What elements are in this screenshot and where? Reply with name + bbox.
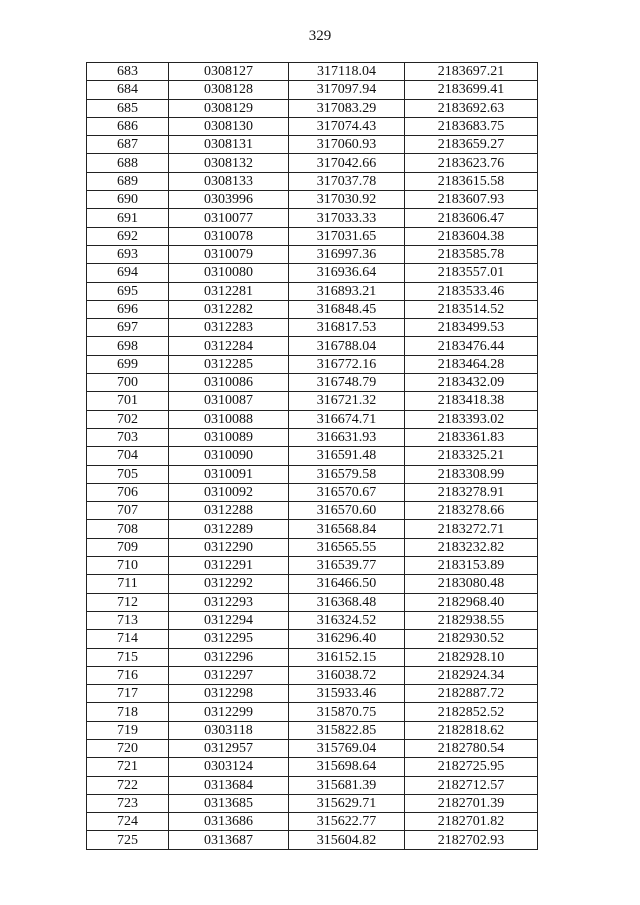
y-coordinate-cell: 2182702.93 xyxy=(405,831,538,849)
point-code-cell: 0312289 xyxy=(169,520,289,538)
table-row xyxy=(87,520,538,538)
x-coordinate-cell: 315822.85 xyxy=(289,721,405,739)
y-coordinate-cell: 2183615.58 xyxy=(405,172,538,190)
point-number-cell: 698 xyxy=(87,337,169,355)
point-number-cell: 724 xyxy=(87,813,169,831)
table-row xyxy=(87,319,538,337)
x-coordinate-cell: 316772.16 xyxy=(289,355,405,373)
x-coordinate-cell: 316997.36 xyxy=(289,245,405,263)
x-coordinate-cell: 315870.75 xyxy=(289,703,405,721)
table-row xyxy=(87,685,538,703)
point-number-cell: 723 xyxy=(87,794,169,812)
table-row xyxy=(87,538,538,556)
y-coordinate-cell: 2183692.63 xyxy=(405,99,538,117)
y-coordinate-cell: 2182938.55 xyxy=(405,611,538,629)
point-code-cell: 0312299 xyxy=(169,703,289,721)
y-coordinate-cell: 2183683.75 xyxy=(405,117,538,135)
y-coordinate-cell: 2182852.52 xyxy=(405,703,538,721)
y-coordinate-cell: 2183606.47 xyxy=(405,209,538,227)
table-row xyxy=(87,776,538,794)
point-code-cell: 0310089 xyxy=(169,428,289,446)
table-row xyxy=(87,117,538,135)
point-code-cell: 0313684 xyxy=(169,776,289,794)
point-code-cell: 0312284 xyxy=(169,337,289,355)
y-coordinate-cell: 2183604.38 xyxy=(405,227,538,245)
point-number-cell: 703 xyxy=(87,428,169,446)
x-coordinate-cell: 316152.15 xyxy=(289,648,405,666)
y-coordinate-cell: 2183585.78 xyxy=(405,245,538,263)
point-code-cell: 0303996 xyxy=(169,191,289,209)
table-row xyxy=(87,392,538,410)
x-coordinate-cell: 317031.65 xyxy=(289,227,405,245)
y-coordinate-cell: 2183393.02 xyxy=(405,410,538,428)
x-coordinate-cell: 316848.45 xyxy=(289,300,405,318)
x-coordinate-cell: 317037.78 xyxy=(289,172,405,190)
point-number-cell: 685 xyxy=(87,99,169,117)
x-coordinate-cell: 316539.77 xyxy=(289,557,405,575)
y-coordinate-cell: 2183499.53 xyxy=(405,319,538,337)
y-coordinate-cell: 2183308.99 xyxy=(405,465,538,483)
point-code-cell: 0313685 xyxy=(169,794,289,812)
table-row xyxy=(87,794,538,812)
table-row xyxy=(87,557,538,575)
table-row xyxy=(87,264,538,282)
y-coordinate-cell: 2183697.21 xyxy=(405,63,538,81)
point-number-cell: 686 xyxy=(87,117,169,135)
point-number-cell: 704 xyxy=(87,447,169,465)
point-number-cell: 708 xyxy=(87,520,169,538)
point-number-cell: 702 xyxy=(87,410,169,428)
x-coordinate-cell: 316296.40 xyxy=(289,630,405,648)
point-number-cell: 725 xyxy=(87,831,169,849)
point-code-cell: 0308128 xyxy=(169,81,289,99)
table-row xyxy=(87,739,538,757)
table-row xyxy=(87,483,538,501)
table-row xyxy=(87,593,538,611)
y-coordinate-cell: 2183659.27 xyxy=(405,136,538,154)
point-number-cell: 684 xyxy=(87,81,169,99)
point-code-cell: 0310077 xyxy=(169,209,289,227)
point-number-cell: 700 xyxy=(87,374,169,392)
x-coordinate-cell: 315622.77 xyxy=(289,813,405,831)
y-coordinate-cell: 2183361.83 xyxy=(405,428,538,446)
y-coordinate-cell: 2183557.01 xyxy=(405,264,538,282)
y-coordinate-cell: 2183514.52 xyxy=(405,300,538,318)
y-coordinate-cell: 2182928.10 xyxy=(405,648,538,666)
y-coordinate-cell: 2183607.93 xyxy=(405,191,538,209)
point-number-cell: 707 xyxy=(87,502,169,520)
point-number-cell: 709 xyxy=(87,538,169,556)
point-number-cell: 690 xyxy=(87,191,169,209)
point-code-cell: 0308131 xyxy=(169,136,289,154)
point-code-cell: 0303124 xyxy=(169,758,289,776)
table-row xyxy=(87,136,538,154)
point-code-cell: 0313686 xyxy=(169,813,289,831)
table-row xyxy=(87,630,538,648)
point-code-cell: 0303118 xyxy=(169,721,289,739)
table-row xyxy=(87,648,538,666)
x-coordinate-cell: 317118.04 xyxy=(289,63,405,81)
point-code-cell: 0312957 xyxy=(169,739,289,757)
point-code-cell: 0310088 xyxy=(169,410,289,428)
point-number-cell: 719 xyxy=(87,721,169,739)
table-row xyxy=(87,81,538,99)
y-coordinate-cell: 2182887.72 xyxy=(405,685,538,703)
x-coordinate-cell: 316038.72 xyxy=(289,666,405,684)
point-code-cell: 0312296 xyxy=(169,648,289,666)
y-coordinate-cell: 2183699.41 xyxy=(405,81,538,99)
table-row xyxy=(87,191,538,209)
x-coordinate-cell: 315933.46 xyxy=(289,685,405,703)
table-row xyxy=(87,666,538,684)
table-row xyxy=(87,300,538,318)
y-coordinate-cell: 2183464.28 xyxy=(405,355,538,373)
y-coordinate-cell: 2183476.44 xyxy=(405,337,538,355)
table-row xyxy=(87,758,538,776)
y-coordinate-cell: 2183432.09 xyxy=(405,374,538,392)
point-code-cell: 0310092 xyxy=(169,483,289,501)
point-number-cell: 717 xyxy=(87,685,169,703)
x-coordinate-cell: 315769.04 xyxy=(289,739,405,757)
x-coordinate-cell: 315681.39 xyxy=(289,776,405,794)
point-code-cell: 0312297 xyxy=(169,666,289,684)
y-coordinate-cell: 2182930.52 xyxy=(405,630,538,648)
point-code-cell: 0308130 xyxy=(169,117,289,135)
y-coordinate-cell: 2183153.89 xyxy=(405,557,538,575)
point-number-cell: 721 xyxy=(87,758,169,776)
x-coordinate-cell: 317030.92 xyxy=(289,191,405,209)
coordinates-table xyxy=(86,62,538,850)
point-number-cell: 687 xyxy=(87,136,169,154)
point-code-cell: 0310087 xyxy=(169,392,289,410)
point-code-cell: 0312291 xyxy=(169,557,289,575)
x-coordinate-cell: 317083.29 xyxy=(289,99,405,117)
point-number-cell: 688 xyxy=(87,154,169,172)
point-code-cell: 0310078 xyxy=(169,227,289,245)
x-coordinate-cell: 316579.58 xyxy=(289,465,405,483)
table-row xyxy=(87,245,538,263)
x-coordinate-cell: 316817.53 xyxy=(289,319,405,337)
table-row xyxy=(87,410,538,428)
y-coordinate-cell: 2182712.57 xyxy=(405,776,538,794)
x-coordinate-cell: 316893.21 xyxy=(289,282,405,300)
table-row xyxy=(87,355,538,373)
table-row xyxy=(87,99,538,117)
y-coordinate-cell: 2183278.91 xyxy=(405,483,538,501)
table-row xyxy=(87,428,538,446)
y-coordinate-cell: 2183278.66 xyxy=(405,502,538,520)
point-code-cell: 0312295 xyxy=(169,630,289,648)
table-row xyxy=(87,465,538,483)
y-coordinate-cell: 2183080.48 xyxy=(405,575,538,593)
point-number-cell: 713 xyxy=(87,611,169,629)
y-coordinate-cell: 2182780.54 xyxy=(405,739,538,757)
y-coordinate-cell: 2183232.82 xyxy=(405,538,538,556)
point-number-cell: 722 xyxy=(87,776,169,794)
y-coordinate-cell: 2183325.21 xyxy=(405,447,538,465)
x-coordinate-cell: 316466.50 xyxy=(289,575,405,593)
point-number-cell: 695 xyxy=(87,282,169,300)
y-coordinate-cell: 2182818.62 xyxy=(405,721,538,739)
point-number-cell: 711 xyxy=(87,575,169,593)
point-code-cell: 0312281 xyxy=(169,282,289,300)
x-coordinate-cell: 316631.93 xyxy=(289,428,405,446)
table-row xyxy=(87,721,538,739)
point-number-cell: 699 xyxy=(87,355,169,373)
point-code-cell: 0312298 xyxy=(169,685,289,703)
table-row xyxy=(87,703,538,721)
point-code-cell: 0308133 xyxy=(169,172,289,190)
point-code-cell: 0313687 xyxy=(169,831,289,849)
table-row xyxy=(87,172,538,190)
point-code-cell: 0308127 xyxy=(169,63,289,81)
x-coordinate-cell: 316368.48 xyxy=(289,593,405,611)
point-number-cell: 706 xyxy=(87,483,169,501)
point-number-cell: 718 xyxy=(87,703,169,721)
table-row xyxy=(87,374,538,392)
table-row xyxy=(87,813,538,831)
table-row xyxy=(87,575,538,593)
point-number-cell: 716 xyxy=(87,666,169,684)
point-number-cell: 720 xyxy=(87,739,169,757)
table-row xyxy=(87,209,538,227)
x-coordinate-cell: 316324.52 xyxy=(289,611,405,629)
x-coordinate-cell: 317060.93 xyxy=(289,136,405,154)
y-coordinate-cell: 2183272.71 xyxy=(405,520,538,538)
table-row xyxy=(87,611,538,629)
x-coordinate-cell: 316568.84 xyxy=(289,520,405,538)
y-coordinate-cell: 2183623.76 xyxy=(405,154,538,172)
x-coordinate-cell: 317042.66 xyxy=(289,154,405,172)
x-coordinate-cell: 316936.64 xyxy=(289,264,405,282)
x-coordinate-cell: 315604.82 xyxy=(289,831,405,849)
x-coordinate-cell: 316788.04 xyxy=(289,337,405,355)
x-coordinate-cell: 315629.71 xyxy=(289,794,405,812)
point-code-cell: 0310090 xyxy=(169,447,289,465)
x-coordinate-cell: 317097.94 xyxy=(289,81,405,99)
y-coordinate-cell: 2183418.38 xyxy=(405,392,538,410)
point-number-cell: 692 xyxy=(87,227,169,245)
point-code-cell: 0312292 xyxy=(169,575,289,593)
point-number-cell: 710 xyxy=(87,557,169,575)
y-coordinate-cell: 2182924.34 xyxy=(405,666,538,684)
point-code-cell: 0308132 xyxy=(169,154,289,172)
point-number-cell: 697 xyxy=(87,319,169,337)
point-number-cell: 693 xyxy=(87,245,169,263)
point-code-cell: 0310080 xyxy=(169,264,289,282)
table-row xyxy=(87,227,538,245)
y-coordinate-cell: 2182725.95 xyxy=(405,758,538,776)
x-coordinate-cell: 316570.60 xyxy=(289,502,405,520)
x-coordinate-cell: 316570.67 xyxy=(289,483,405,501)
table-row xyxy=(87,337,538,355)
point-code-cell: 0312285 xyxy=(169,355,289,373)
table-body xyxy=(87,63,538,850)
point-number-cell: 683 xyxy=(87,63,169,81)
table-row xyxy=(87,63,538,81)
x-coordinate-cell: 317074.43 xyxy=(289,117,405,135)
point-number-cell: 712 xyxy=(87,593,169,611)
point-code-cell: 0312288 xyxy=(169,502,289,520)
table-row xyxy=(87,447,538,465)
point-number-cell: 701 xyxy=(87,392,169,410)
point-code-cell: 0312294 xyxy=(169,611,289,629)
point-number-cell: 691 xyxy=(87,209,169,227)
x-coordinate-cell: 316591.48 xyxy=(289,447,405,465)
point-number-cell: 696 xyxy=(87,300,169,318)
point-code-cell: 0308129 xyxy=(169,99,289,117)
point-code-cell: 0312290 xyxy=(169,538,289,556)
point-number-cell: 694 xyxy=(87,264,169,282)
x-coordinate-cell: 316721.32 xyxy=(289,392,405,410)
x-coordinate-cell: 316565.55 xyxy=(289,538,405,556)
table-row xyxy=(87,154,538,172)
point-number-cell: 689 xyxy=(87,172,169,190)
point-code-cell: 0310079 xyxy=(169,245,289,263)
y-coordinate-cell: 2183533.46 xyxy=(405,282,538,300)
y-coordinate-cell: 2182968.40 xyxy=(405,593,538,611)
point-number-cell: 705 xyxy=(87,465,169,483)
x-coordinate-cell: 317033.33 xyxy=(289,209,405,227)
page-number: 329 xyxy=(308,28,332,44)
point-code-cell: 0310091 xyxy=(169,465,289,483)
point-code-cell: 0310086 xyxy=(169,374,289,392)
x-coordinate-cell: 316748.79 xyxy=(289,374,405,392)
point-code-cell: 0312293 xyxy=(169,593,289,611)
y-coordinate-cell: 2182701.39 xyxy=(405,794,538,812)
point-code-cell: 0312283 xyxy=(169,319,289,337)
point-number-cell: 714 xyxy=(87,630,169,648)
point-number-cell: 715 xyxy=(87,648,169,666)
table-row xyxy=(87,282,538,300)
table-row xyxy=(87,831,538,849)
point-code-cell: 0312282 xyxy=(169,300,289,318)
table-row xyxy=(87,502,538,520)
x-coordinate-cell: 316674.71 xyxy=(289,410,405,428)
x-coordinate-cell: 315698.64 xyxy=(289,758,405,776)
y-coordinate-cell: 2182701.82 xyxy=(405,813,538,831)
